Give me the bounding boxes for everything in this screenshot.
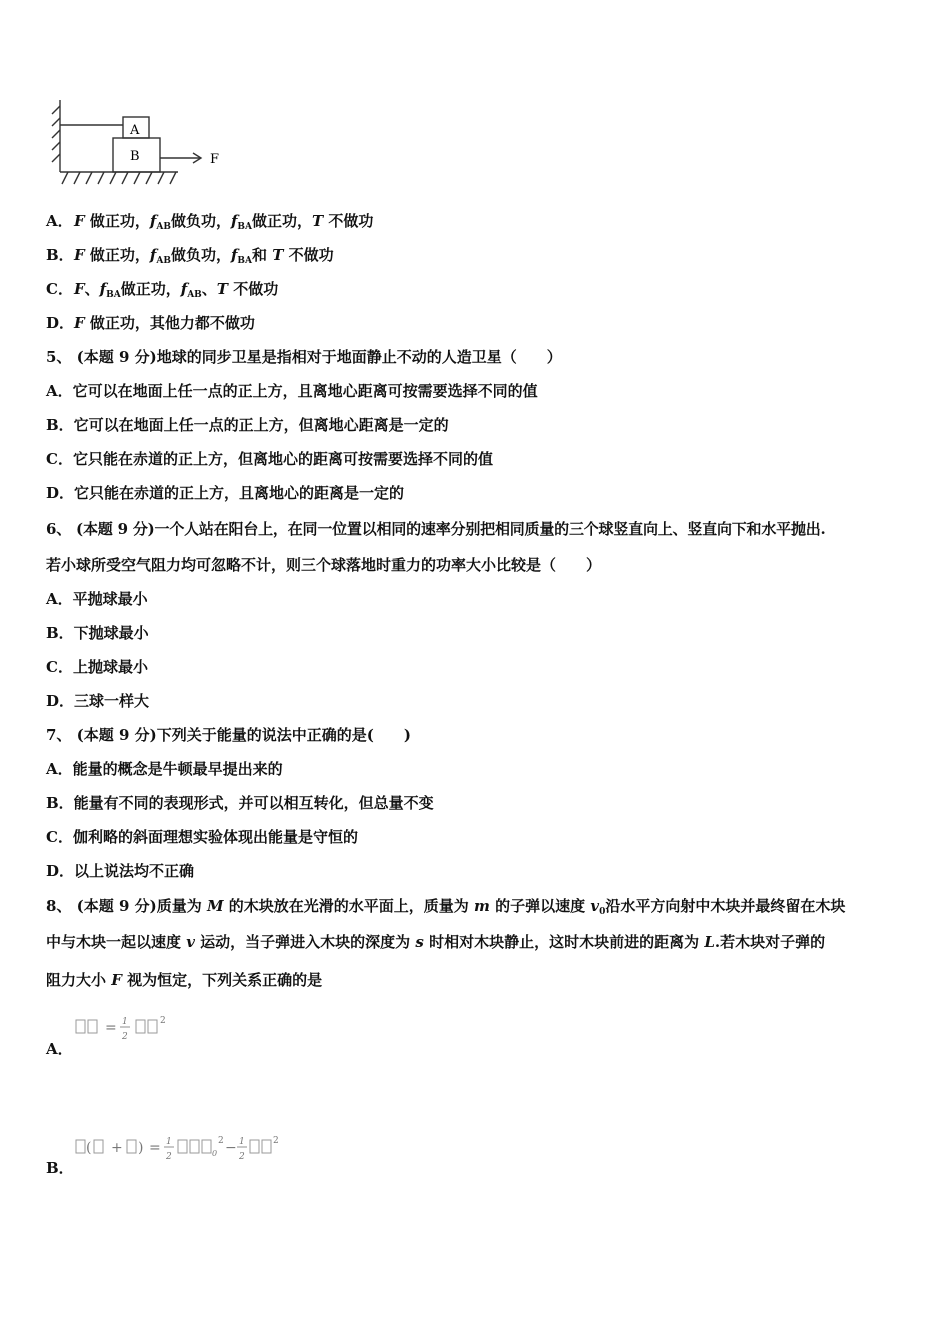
label-block-a: A: [130, 123, 140, 138]
q7-stem: 7、 (本题 9 分)下列关于能量的说法中正确的是( ): [46, 726, 411, 744]
svg-text:(: (: [86, 1140, 92, 1156]
q8-formula-a: [74, 1012, 184, 1050]
q5-option-b: B．它可以在地面上任一点的正上方，但离地心距离是一定的: [46, 416, 449, 434]
q5-option-d: D．它只能在赤道的正上方，且离地心的距离是一定的: [46, 484, 405, 502]
q7-option-c: C．伽利略的斜面理想实验体现出能量是守恒的: [46, 828, 358, 846]
q6-option-d: D．三球一样大: [46, 692, 150, 710]
svg-text:1: 1: [239, 1137, 245, 1147]
q6-stem-line2: 若小球所受空气阻力均可忽略不计，则三个球落地时重力的功率大小比较是（ ）: [46, 556, 602, 574]
q6-option-a: A．平抛球最小: [46, 590, 148, 608]
q5-stem: 5、 (本题 9 分)地球的同步卫星是指相对于地面静止不动的人造卫星（ ）: [46, 348, 562, 366]
svg-text:=: =: [149, 1140, 161, 1156]
svg-text:+: +: [111, 1140, 123, 1156]
q8-option-b-letter: B．: [46, 1159, 74, 1177]
svg-text:): ): [138, 1140, 144, 1156]
q8-stem-line3: 阻力大小 F 视为恒定，下列关系正确的是: [46, 971, 323, 989]
svg-text:1: 1: [122, 1017, 128, 1027]
svg-text:2: 2: [273, 1136, 279, 1146]
svg-text:1: 1: [166, 1137, 172, 1147]
svg-text:0: 0: [212, 1149, 218, 1158]
physics-diagram: [50, 98, 230, 194]
q8-formula-b: [74, 1132, 284, 1170]
q6-option-c: C．上抛球最小: [46, 658, 148, 676]
svg-text:2: 2: [166, 1152, 172, 1162]
q5-option-c: C．它只能在赤道的正上方，但离地心的距离可按需要选择不同的值: [46, 450, 493, 468]
q4-option-c: C．F、$f_{BA}$做正功，$f_{AB}$、T 不做功: [46, 280, 279, 300]
svg-text:2: 2: [218, 1136, 224, 1146]
svg-text:2: 2: [239, 1152, 245, 1162]
q4-option-a: A．F 做正功，$f_{AB}$做负功，$f_{BA}$做正功，T 不做功: [46, 212, 374, 232]
q6-stem-line1: 6、 (本题 9 分)一个人站在阳台上，在同一位置以相同的速率分别把相同质量的三个球竖直向上、竖直向下和水平抛出.: [46, 520, 826, 538]
svg-text:2: 2: [160, 1016, 166, 1026]
q7-option-b: B．能量有不同的表现形式，并可以相互转化，但总量不变: [46, 794, 434, 812]
q6-option-b: B．下抛球最小: [46, 624, 149, 642]
label-block-b: B: [130, 149, 140, 164]
svg-text:2: 2: [122, 1032, 128, 1042]
q4-option-b: B．F 做正功，$f_{AB}$做负功，$f_{BA}$和 T 不做功: [46, 246, 334, 266]
q5-option-a: A．它可以在地面上任一点的正上方，且离地心距离可按需要选择不同的值: [46, 382, 538, 400]
q8-stem-line1: 8、 (本题 9 分)质量为 M 的木块放在光滑的水平面上，质量为 m 的子弹以速度 $v_0$沿水平方向射中木块并最终留在木块: [46, 897, 846, 917]
q7-option-a: A．能量的概念是牛顿最早提出来的: [46, 760, 283, 778]
svg-text:=: =: [105, 1020, 117, 1036]
svg-text:−: −: [225, 1140, 237, 1156]
q7-option-d: D．以上说法均不正确: [46, 862, 195, 880]
label-force: F: [210, 152, 220, 167]
q4-option-d: D．F 做正功，其他力都不做功: [46, 314, 255, 332]
q8-stem-line2: 中与木块一起以速度 v 运动，当子弹进入木块的深度为 s 时相对木块静止，这时木块前进的距离为 L.若木块对子弹的: [46, 933, 826, 951]
q8-option-a-letter: A．: [46, 1040, 73, 1058]
